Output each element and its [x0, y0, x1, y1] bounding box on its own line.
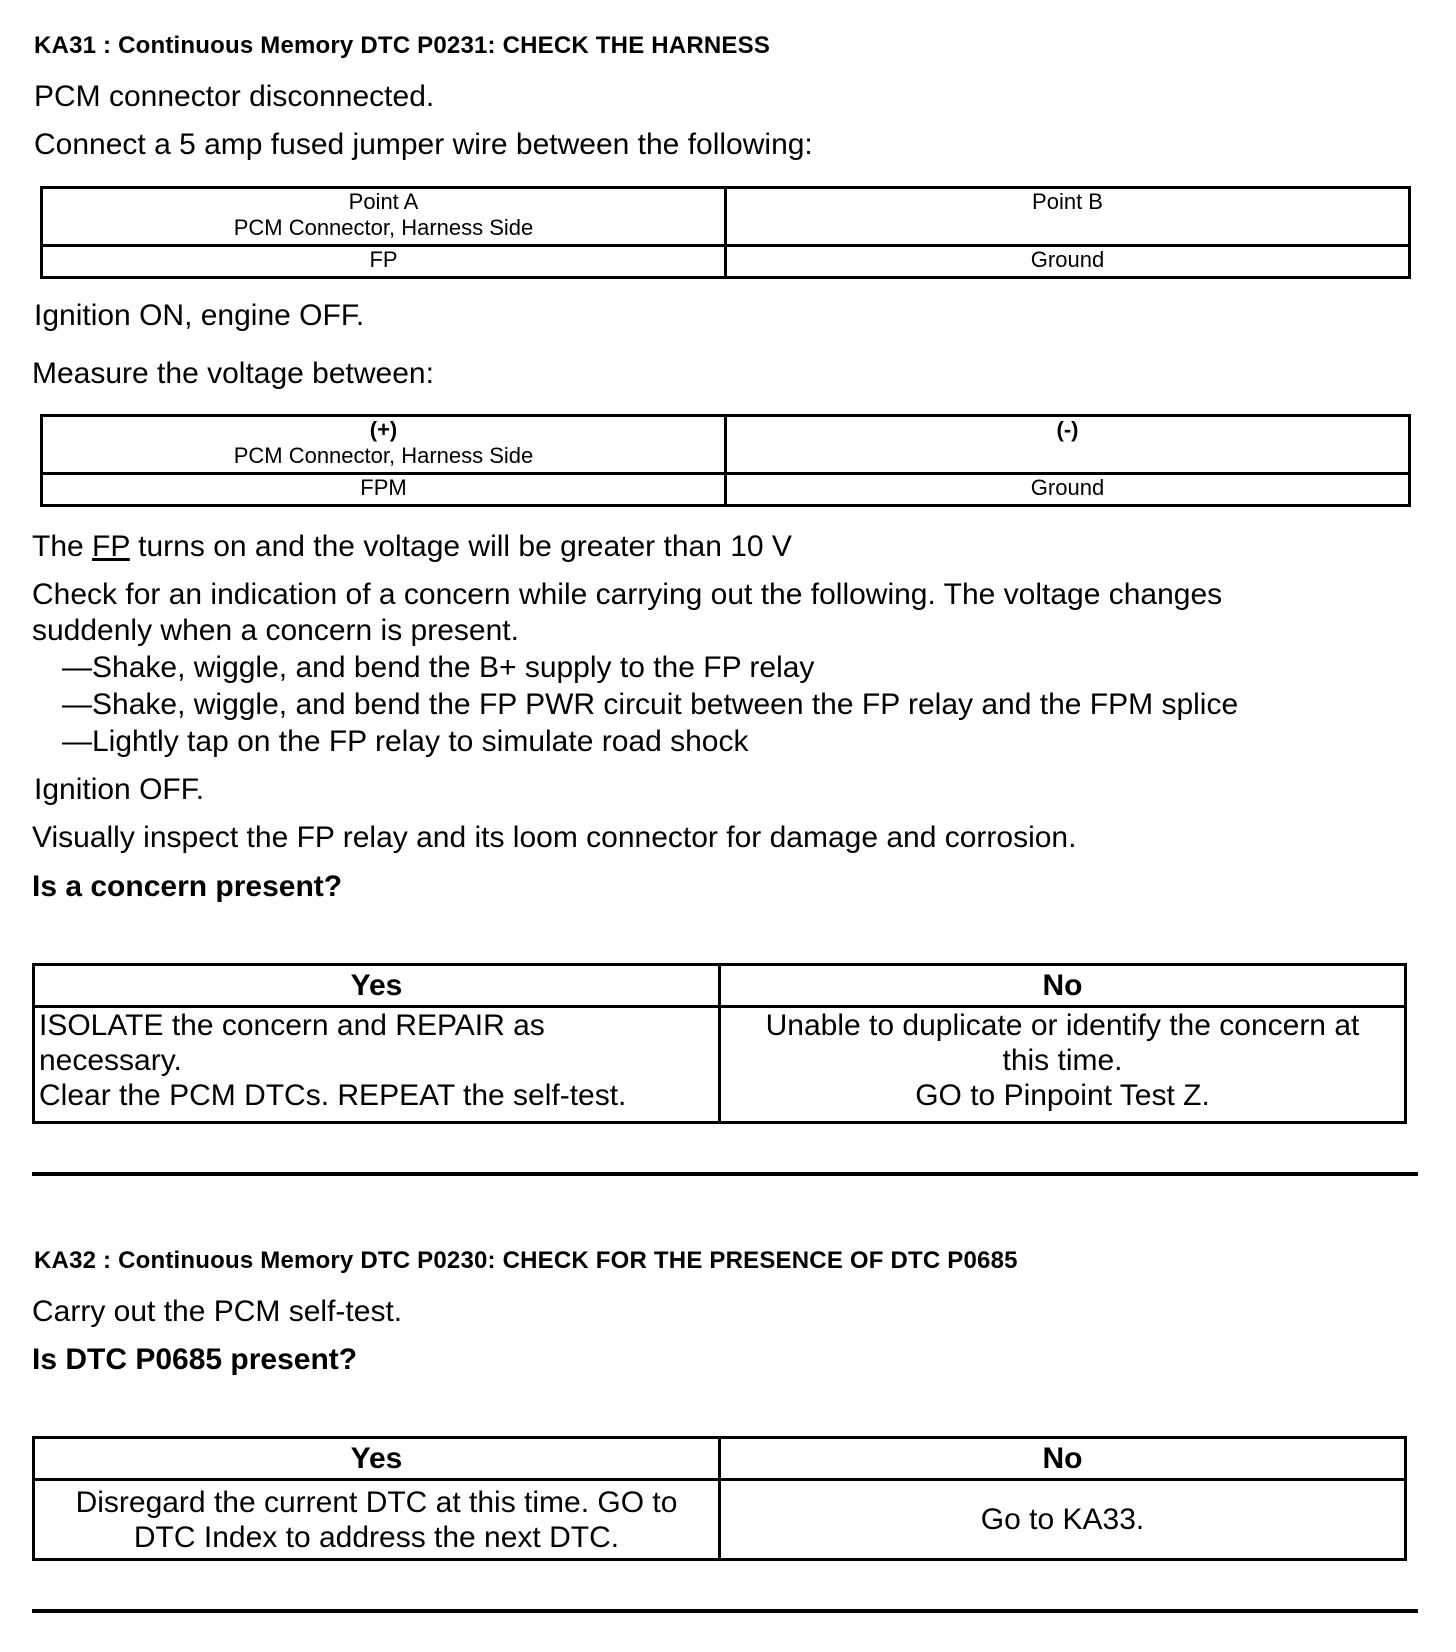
jumper-table-cell-ground: Ground [726, 246, 1410, 278]
voltage-table-header-negative [726, 416, 1410, 474]
ka31-answer-row [34, 1007, 1406, 1123]
ka31-expected-result [32, 529, 792, 565]
ka31-no-cell [720, 1007, 1406, 1123]
ka31-check-instruction-line2: suddenly when a concern is present. [32, 614, 519, 647]
ka31-question: Is a concern present? [32, 870, 343, 903]
ka31-yes-line: Clear the PCM DTCs. REPEAT the self-test. [39, 1079, 627, 1112]
ka31-instruction-inspect: Visually inspect the FP relay and its loom connector for damage and corrosion. [32, 821, 1077, 854]
point-a-label: Point A [348, 189, 419, 214]
ka32-instruction-self-test: Carry out the PCM self-test. [32, 1295, 403, 1328]
bullet-item: —Shake, wiggle, and bend the FP PWR circuit between the FP relay and the FPM splice [62, 688, 1239, 721]
jumper-table-header-row [42, 188, 1410, 246]
jumper-table-cell-fp: FP [42, 246, 726, 278]
jumper-table-header-point-b [726, 188, 1410, 246]
ka32-no-cell: Go to KA33. [720, 1480, 1406, 1560]
ka31-instruction-ignition-off: Ignition OFF. [34, 773, 205, 806]
ka31-yes-header: Yes [34, 965, 720, 1007]
ka32-step-title: KA32 : Continuous Memory DTC P0230: CHECK FOR THE PRESENCE OF DTC P0685 [34, 1247, 1018, 1274]
bullet-item: —Shake, wiggle, and bend the B+ supply to the FP relay [62, 651, 815, 684]
point-a-sublabel: PCM Connector, Harness Side [233, 215, 534, 240]
ka31-instruction-ignition-on: Ignition ON, engine OFF. [34, 299, 365, 332]
positive-sublabel: PCM Connector, Harness Side [233, 443, 534, 468]
ka31-step-title: KA31 : Continuous Memory DTC P0231: CHECK THE HARNESS [34, 32, 771, 59]
bullet-item: —Lightly tap on the FP relay to simulate road shock [62, 725, 749, 758]
fp-abbreviation: FP [92, 530, 130, 563]
ka31-no-line: Unable to duplicate or identify the concern at [765, 1009, 1360, 1042]
ka31-yes-line: necessary. [39, 1044, 182, 1077]
ka32-yes-line: Disregard the current DTC at this time. GO to [75, 1485, 678, 1519]
ka32-answer-table [32, 1436, 1407, 1561]
section-divider [32, 1172, 1418, 1176]
voltage-table-row [42, 474, 1410, 506]
expected-result-pre: The [32, 530, 93, 563]
ka31-answer-table [32, 963, 1407, 1124]
jumper-table-row [42, 246, 1410, 278]
positive-label: (+) [369, 417, 398, 442]
ka31-instruction-jumper: Connect a 5 amp fused jumper wire between the following: [34, 128, 813, 161]
jumper-wire-table [40, 186, 1411, 279]
ka32-question: Is DTC P0685 present? [32, 1343, 358, 1376]
voltage-table-cell-ground: Ground [726, 474, 1410, 506]
negative-label: (-) [1056, 417, 1079, 442]
ka31-instruction-connector: PCM connector disconnected. [34, 80, 435, 113]
ka31-yes-line: ISOLATE the concern and REPAIR as [39, 1009, 545, 1042]
point-b-label: Point B [1032, 189, 1103, 214]
ka32-no-header: No [720, 1438, 1406, 1480]
ka32-answer-row [34, 1480, 1406, 1560]
voltage-table-header-row [42, 416, 1410, 474]
section-divider [32, 1609, 1418, 1613]
jumper-table-header-point-a [42, 188, 726, 246]
voltage-table-header-positive [42, 416, 726, 474]
ka32-answer-header-row [34, 1438, 1406, 1480]
ka32-yes-line: DTC Index to address the next DTC. [133, 1520, 620, 1554]
ka31-instruction-measure: Measure the voltage between: [32, 357, 434, 390]
ka31-answer-header-row [34, 965, 1406, 1007]
ka32-yes-header: Yes [34, 1438, 720, 1480]
ka32-yes-cell [34, 1480, 720, 1560]
expected-result-post: turns on and the voltage will be greater than 10 V [129, 530, 792, 563]
ka31-check-instruction-line1: Check for an indication of a concern while carrying out the following. The voltage changes [32, 578, 1223, 611]
voltage-measure-table [40, 414, 1411, 507]
ka31-no-header: No [720, 965, 1406, 1007]
ka31-no-line: this time. [1002, 1044, 1123, 1077]
ka31-no-line: GO to Pinpoint Test Z. [915, 1079, 1210, 1112]
voltage-table-cell-fpm: FPM [42, 474, 726, 506]
ka31-yes-cell [34, 1007, 720, 1123]
